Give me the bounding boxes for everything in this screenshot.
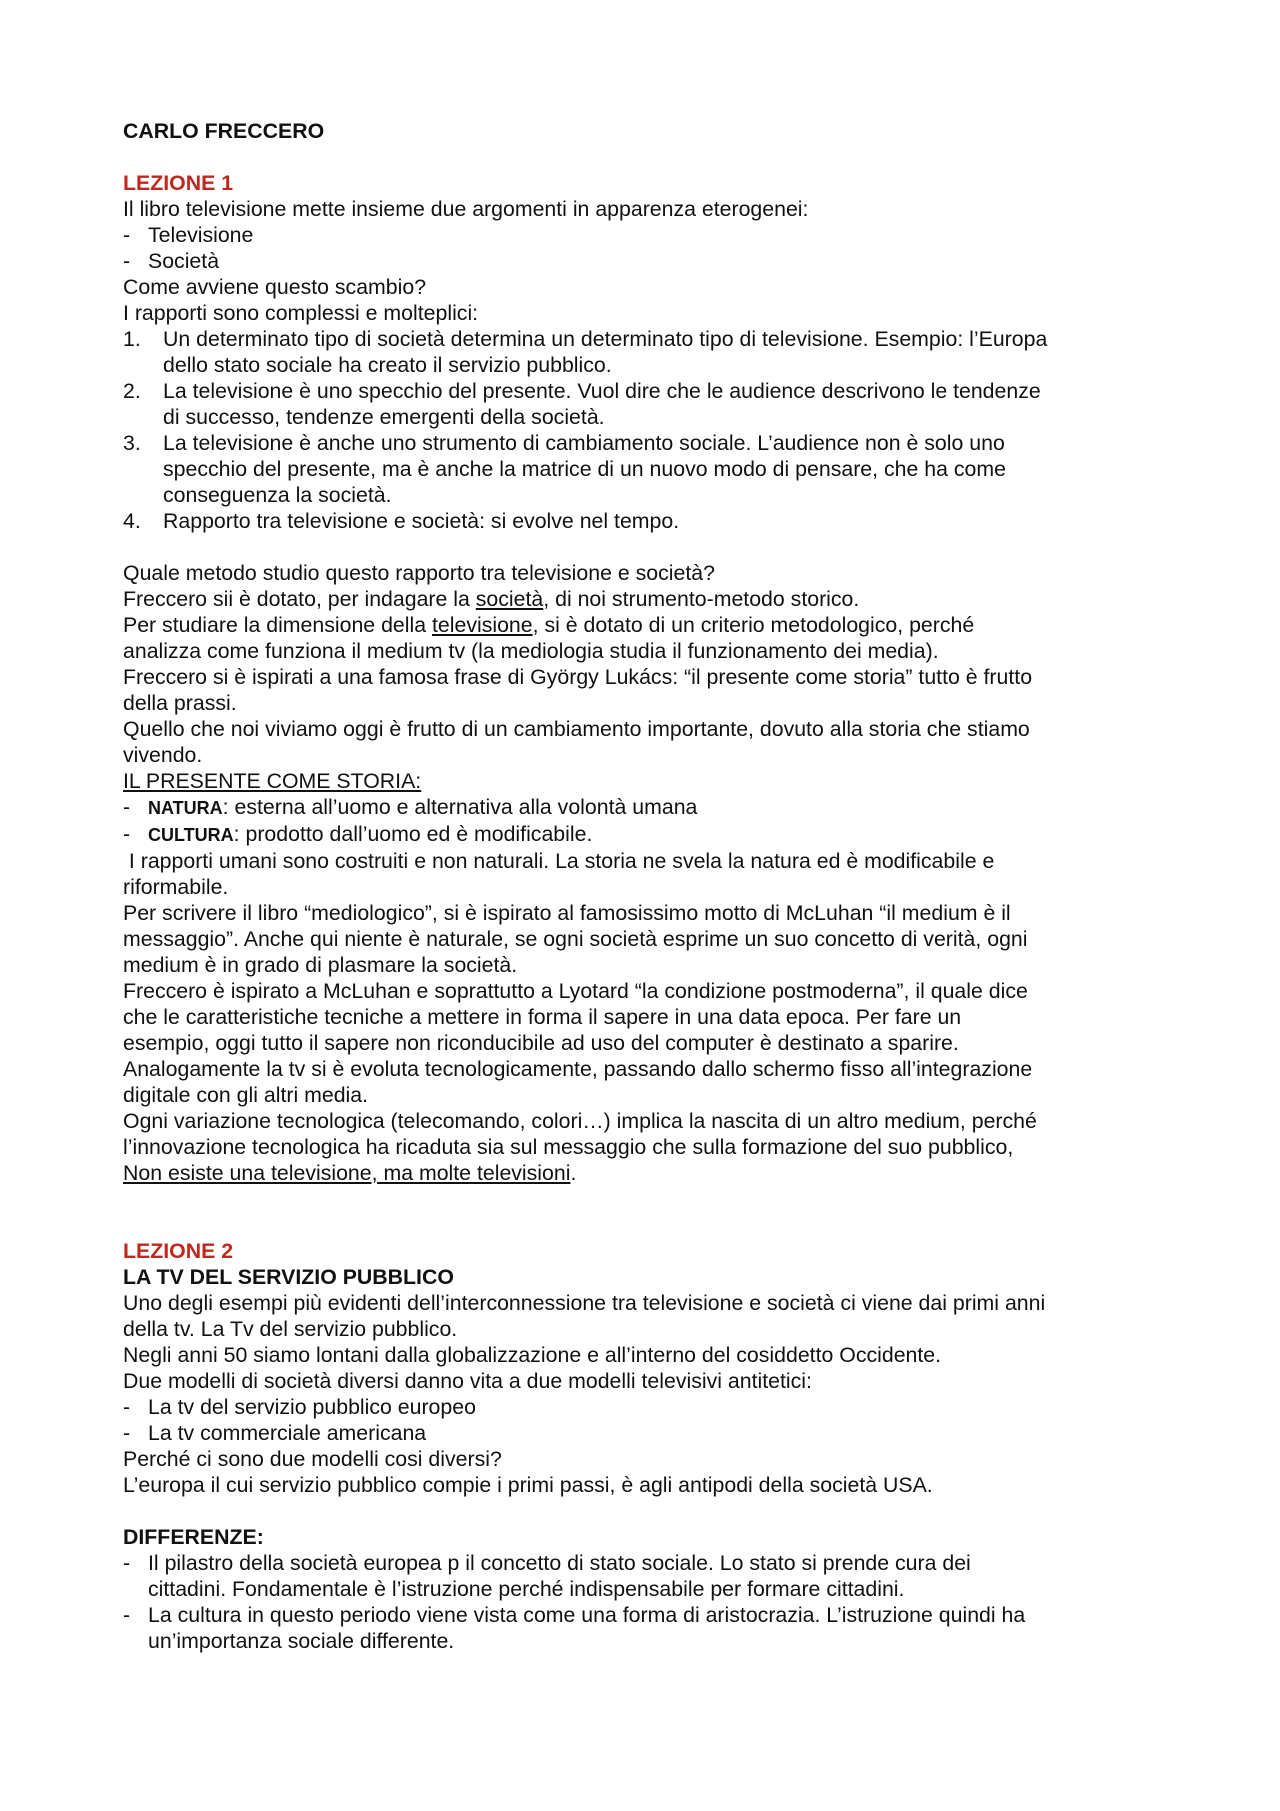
lesson-1-heading: LEZIONE 1 — [123, 171, 234, 195]
bullet-item: - La tv commerciale americana — [123, 1421, 427, 1445]
paragraph: riformabile. — [123, 875, 229, 899]
paragraph: Freccero è ispirato a McLuhan e soprattutto a Lyotard “la condizione postmoderna”, il quale dice — [123, 979, 1028, 1003]
section-subheading: IL PRESENTE COME STORIA: — [123, 769, 422, 793]
dash-marker: - — [123, 795, 131, 819]
paragraph: Negli anni 50 siamo lontani dalla globalizzazione e all’interno del cosiddetto Occidente. — [123, 1343, 942, 1367]
paragraph: digitale con gli altri media. — [123, 1083, 369, 1107]
paragraph: Freccero sii è dotato, per indagare la società, di noi strumento-metodo storico. — [123, 587, 860, 611]
paragraph: medium è in grado di plasmare la società. — [123, 953, 518, 977]
paragraph: Perché ci sono due modelli cosi diversi? — [123, 1447, 502, 1471]
dash-marker: - — [123, 223, 131, 247]
paragraph: Per scrivere il libro “mediologico”, si è ispirato al famosissimo motto di McLuhan “il medium è il — [123, 901, 1011, 925]
dash-marker: - — [123, 1551, 131, 1575]
numbered-item: 1. Un determinato tipo di società determina un determinato tipo di televisione. Esempio: l’Europa dello stato sociale ha creato il servizio pubblico. — [123, 327, 1048, 377]
paragraph: Come avviene questo scambio? — [123, 275, 427, 299]
dash-marker: - — [123, 822, 131, 846]
paragraph: Quello che noi viviamo oggi è frutto di un cambiamento importante, dovuto alla storia che stiamo — [123, 717, 1030, 741]
paragraph: l’innovazione tecnologica ha ricaduta sia sul messaggio che sulla formazione del suo pubblico, — [123, 1135, 1014, 1159]
lesson-2-subheading: LA TV DEL SERVIZIO PUBBLICO — [123, 1265, 454, 1289]
underlined-term: società — [475, 587, 544, 611]
bullet-item: - CULTURA: prodotto dall’uomo ed è modificabile. — [123, 822, 593, 846]
bullet-item: - NATURA: esterna all’uomo e alternativa alla volontà umana — [123, 795, 698, 819]
bullet-item: - La tv del servizio pubblico europeo — [123, 1395, 476, 1419]
dash-marker: - — [123, 1603, 131, 1627]
paragraph: vivendo. — [123, 743, 203, 767]
paragraph: Quale metodo studio questo rapporto tra televisione e società? — [123, 561, 715, 585]
numbered-item: 2. La televisione è uno specchio del presente. Vuol dire che le audience descrivono le tendenze di successo, tendenze emergenti della società. — [123, 379, 1041, 429]
paragraph: Freccero si è ispirati a una famosa frase di György Lukács: “il presente come storia” tutto è frutto — [123, 665, 1033, 689]
paragraph: che le caratteristiche tecniche a mettere in forma il sapere in una data epoca. Per fare un — [123, 1005, 962, 1029]
bullet-item: - La cultura in questo periodo viene vista come una forma di aristocrazia. L’istruzione quindi ha un’importanza sociale differente. — [123, 1603, 1026, 1653]
lesson-2-heading: LEZIONE 2 — [123, 1239, 234, 1263]
bullet-item: - Società — [123, 249, 220, 273]
underlined-statement: Non esiste una televisione, ma molte televisioni — [123, 1161, 571, 1185]
paragraph: I rapporti sono complessi e molteplici: — [123, 301, 479, 325]
dash-marker: - — [123, 249, 131, 273]
document-title: CARLO FRECCERO — [123, 119, 325, 143]
dash-marker: - — [123, 1395, 131, 1419]
paragraph: Il libro televisione mette insieme due argomenti in apparenza eterogenei: — [123, 197, 809, 221]
paragraph: Non esiste una televisione, ma molte televisioni. — [123, 1161, 577, 1185]
bullet-item: - Televisione — [123, 223, 254, 247]
paragraph: Analogamente la tv si è evoluta tecnologicamente, passando dallo schermo fisso all’integrazione — [123, 1057, 1033, 1081]
paragraph: Ogni variazione tecnologica (telecomando, colori…) implica la nascita di un altro medium, perché — [123, 1109, 1037, 1133]
paragraph: I rapporti umani sono costruiti e non naturali. La storia ne svela la natura ed è modificabile e — [123, 849, 995, 873]
paragraph: esempio, oggi tutto il sapere non riconducibile ad uso del computer è destinato a sparire. — [123, 1031, 959, 1055]
paragraph: Due modelli di società diversi danno vita a due modelli televisivi antitetici: — [123, 1369, 812, 1393]
paragraph: della tv. La Tv del servizio pubblico. — [123, 1317, 458, 1341]
paragraph: L’europa il cui servizio pubblico compie i primi passi, è agli antipodi della società USA. — [123, 1473, 933, 1497]
bullet-item: - Il pilastro della società europea p il concetto di stato sociale. Lo stato si prende cura dei cittadini. Fondamentale è l’istruzione perché indispensabile per formare cittadini. — [123, 1551, 971, 1601]
paragraph: Per studiare la dimensione della televisione, si è dotato di un criterio metodologico, perché — [123, 613, 975, 637]
paragraph: analizza come funziona il medium tv (la mediologia studia il funzionamento dei media). — [123, 639, 939, 663]
underlined-term: televisione — [431, 613, 533, 637]
differences-heading: DIFFERENZE: — [123, 1525, 264, 1549]
numbered-item: 3. La televisione è anche uno strumento di cambiamento sociale. L’audience non è solo uno specchio del presente, ma è anche la matrice di un nuovo modo di pensare, che ha come conseguenza la società. — [123, 431, 1006, 507]
document-page — [123, 118, 1183, 1654]
dash-marker: - — [123, 1421, 131, 1445]
paragraph: Uno degli esempi più evidenti dell’interconnessione tra televisione e società ci viene dai primi anni — [123, 1291, 1046, 1315]
numbered-item: 4. Rapporto tra televisione e società: si evolve nel tempo. — [123, 509, 680, 533]
paragraph: della prassi. — [123, 691, 237, 715]
paragraph: messaggio”. Anche qui niente è naturale, se ogni società esprime un suo concetto di verità, ogni — [123, 927, 1028, 951]
